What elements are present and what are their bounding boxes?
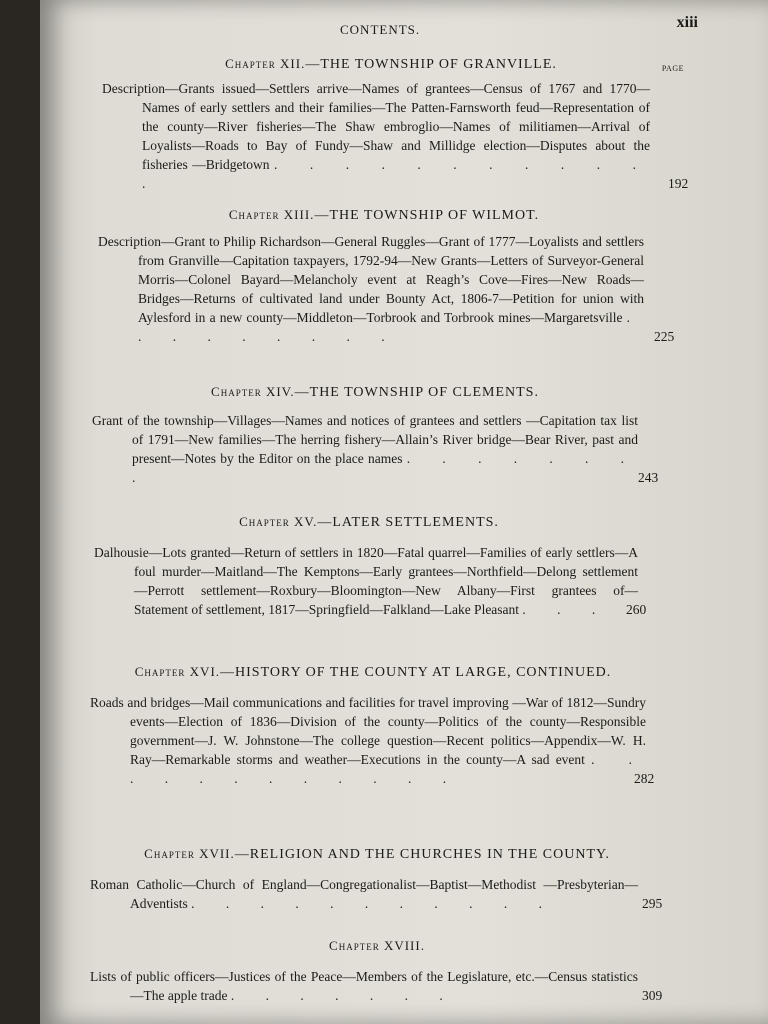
chapter-heading	[90, 938, 664, 955]
chapter-description: Description—Grant to Philip Richardson—General Ruggles—Grant of 1777—Loyalists and settlers from Granville—Capitation taxpayers, 1792-94—New Grants—Letters of Surveyor-General Morris—Colonel Bayard—Melancholy event at Reagh’s Cove—Fires—New Roads—Bridges—Returns of cultivated land under Bounty Act, 1806-7—Petition for union with Aylesford in a new county—Middleton—Torbrook and Torbrook mines—Margaretsville . . . . . . . . . 225	[98, 234, 675, 344]
chapter-entry	[98, 207, 675, 346]
dot-leader: . . .	[522, 602, 610, 617]
description-text: Roman Catholic—Church of England—Congregationalist—Baptist—Methodist —Presbyterian—Adventists	[90, 877, 638, 911]
dot-leader: . . . . . . . . . . . .	[130, 752, 647, 786]
chapter-label: Chapter XV.	[239, 514, 318, 529]
chapter-label: Chapter XII.	[225, 56, 306, 71]
dot-leader: . . . . . . . . . . . .	[142, 157, 651, 191]
chapter-label: Chapter XIII.	[228, 207, 315, 222]
chapter-heading	[90, 846, 664, 863]
chapter-description: Roman Catholic—Church of England—Congregationalist—Baptist—Methodist —Presbyterian—Adventists . . . . . . . . . . . 295	[90, 877, 663, 911]
chapter-heading	[98, 207, 670, 224]
page-column-label: PAGE	[661, 64, 684, 73]
chapter-title: —THE TOWNSHIP OF GRANVILLE.	[305, 57, 557, 72]
chapter-description: Dalhousie—Lots granted—Return of settlers in 1820—Fatal quarrel—Families of early settlers—A foul murder—Maitland—The Kemptons—Early grantees—Northfield—Delong settlement—Perrott settlement—Roxbury—Bloomington—New Albany—First grantees of—Statement of settlement, 1817—Springfield—Falkland—Lake Pleasant . . . 260	[94, 545, 647, 617]
chapter-heading	[102, 56, 680, 73]
chapter-entry	[90, 664, 656, 788]
dot-leader: . . . . . . .	[230, 988, 457, 1003]
chapter-entry	[94, 514, 647, 619]
book-page	[40, 0, 768, 1024]
chapter-description: Roads and bridges—Mail communications and facilities for travel improving —War of 1812—Sundry events—Election of 1836—Division of the county—Politics of the county—Responsible government—J. W. Johnstone—The college question—Recent politics—Appendix—W. H. Ray—Remarkable storms and weather—Executions in the county—A sad event . . . . . . . . . . . . 282	[90, 695, 655, 786]
chapter-title: —THE TOWNSHIP OF WILMOT.	[314, 208, 540, 223]
chapter-title: —RELIGION AND THE CHURCHES IN THE COUNTY.	[234, 847, 610, 862]
chapter-title: —THE TOWNSHIP OF CLEMENTS.	[294, 385, 539, 400]
chapter-title: —LATER SETTLEMENTS.	[317, 515, 499, 530]
dot-leader: . . . . . . . . . . .	[191, 896, 557, 911]
description-text: Description—Grants issued—Settlers arrive—Names of grantees—Census of 1767 and 1770—Names of early settlers and their families—The Patten-Farnsworth feud—Representation of the county—River fisheries—The Shaw embroglio—Names of militiamen—Arrival of Loyalists—Roads to Bay of Fundy—Shaw and Millidge election—Disputes about the fisheries —Bridgetown	[102, 81, 650, 172]
chapter-heading	[94, 514, 644, 531]
chapter-description: Lists of public officers—Justices of the Peace—Members of the Legislature, etc.—Census statistics—The apple trade . . . . . . . 309	[90, 969, 663, 1003]
chapter-entry	[102, 56, 689, 193]
chapter-description: Description—Grants issued—Settlers arrive—Names of grantees—Census of 1767 and 1770—Names of early settlers and their families—The Patten-Farnsworth feud—Representation of the county—River fisheries—The Shaw embroglio—Names of militiamen—Arrival of Loyalists—Roads to Bay of Fundy—Shaw and Millidge election—Disputes about the fisheries —Bridgetown . . . . . . . . . . . . 192	[102, 81, 689, 191]
chapter-label: Chapter XVI.	[134, 664, 221, 679]
chapter-heading	[92, 384, 658, 401]
chapter-title: —HISTORY OF THE COUNTY AT LARGE, CONTINUED.	[220, 665, 612, 680]
description-text: Description—Grant to Philip Richardson—General Ruggles—Grant of 1777—Loyalists and settlers from Granville—Capitation taxpayers, 1792-94—New Grants—Letters of Surveyor-General Morris—Colonel Bayard—Melancholy event at Reagh’s Cove—Fires—New Roads—Bridges—Returns of cultivated land under Bounty Act, 1806-7—Petition for union with Aylesford in a new county—Middleton—Torbrook and Torbrook mines—Margaretsville	[98, 234, 644, 325]
description-text: Roads and bridges—Mail communications and facilities for travel improving —War of 1812—Sundry events—Election of 1836—Division of the county—Politics of the county—Responsible government—J. W. Johnstone—The college question—Recent politics—Appendix—W. H. Ray—Remarkable storms and weather—Executions in the county—A sad event	[90, 695, 646, 767]
dot-leader: . . . . . . . . .	[138, 310, 644, 344]
chapter-entry	[90, 938, 664, 1005]
chapter-label: Chapter XIV.	[211, 384, 295, 399]
description-text: Dalhousie—Lots granted—Return of settlers in 1820—Fatal quarrel—Families of early settlers—A foul murder—Maitland—The Kemptons—Early grantees—Northfield—Delong settlement—Perrott settlement—Roxbury—Bloomington—New Albany—First grantees of—Statement of settlement, 1817—Springfield—Falkland—Lake Pleasant	[94, 545, 638, 617]
page-number: xiii	[676, 14, 698, 31]
chapter-label: Chapter XVII.	[144, 846, 235, 861]
chapter-label: Chapter XVIII.	[329, 938, 425, 953]
chapter-entry	[90, 846, 664, 913]
running-head: CONTENTS.	[340, 22, 421, 37]
chapter-heading	[90, 664, 656, 681]
chapter-entry	[92, 384, 658, 487]
dot-leader: . . . . . . . .	[132, 451, 639, 485]
description-text: Grant of the township—Villages—Names and notices of grantees and settlers —Capitation tax list of 1791—New families—The herring fishery—Allain’s River bridge—Bear River, past and present—Notes by the Editor on the place names	[92, 413, 638, 466]
description-text: Lists of public officers—Justices of the Peace—Members of the Legislature, etc.—Census statistics—The apple trade	[90, 969, 638, 1003]
chapter-description: Grant of the township—Villages—Names and notices of grantees and settlers —Capitation tax list of 1791—New families—The herring fishery—Allain’s River bridge—Bear River, past and present—Notes by the Editor on the place names . . . . . . . . 243	[92, 413, 659, 485]
